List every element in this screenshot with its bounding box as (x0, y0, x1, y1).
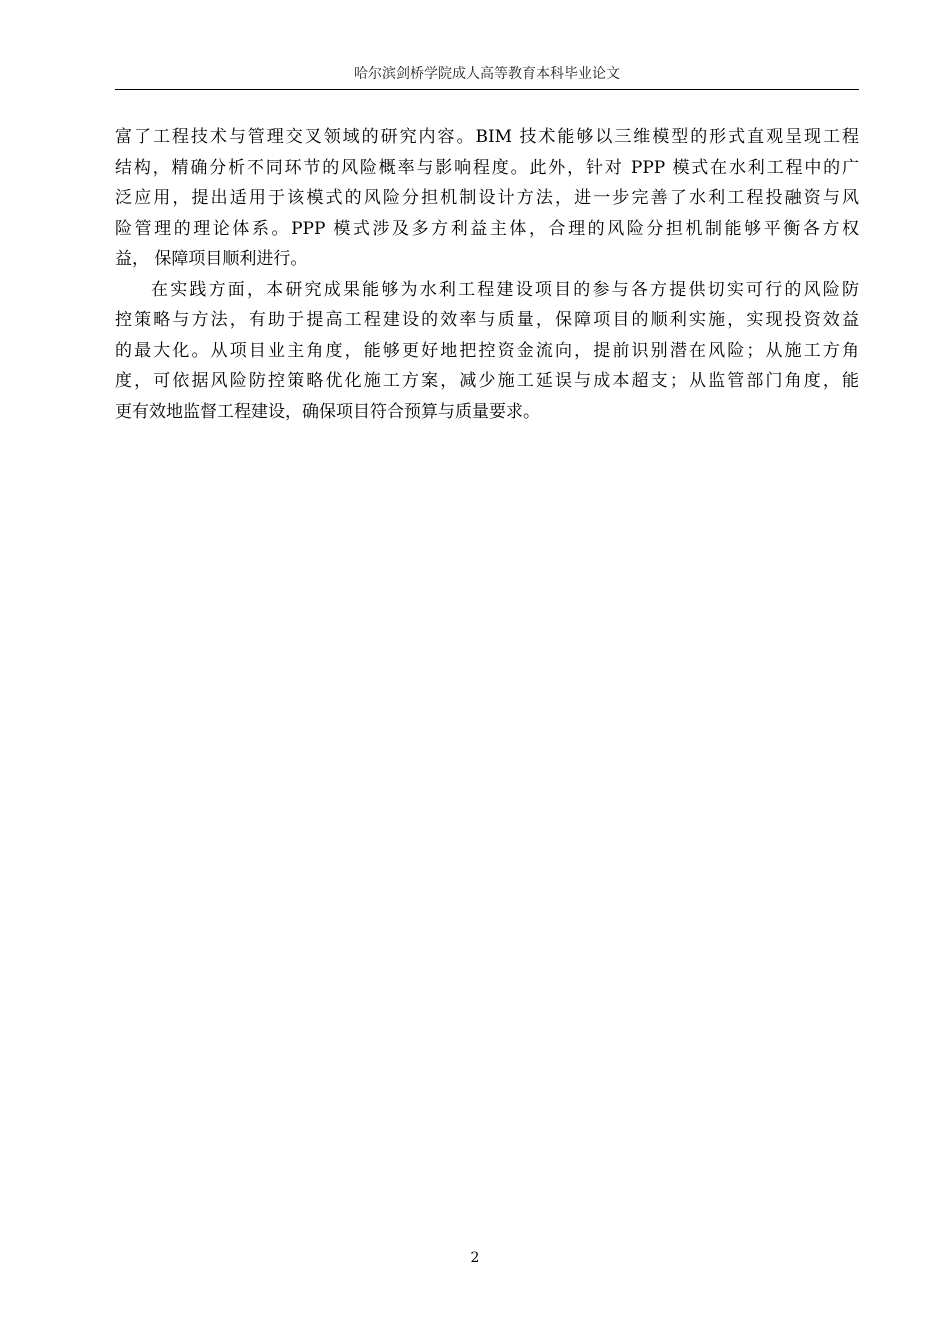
body-text (115, 122, 859, 427)
paragraph-line: 险管理的理论体系。PPP 模式涉及多方利益主体，合理的风险分担机制能够平衡各方权 (115, 218, 859, 239)
paragraph-line: 在实践方面，本研究成果能够为水利工程建设项目的参与各方提供切实可行的风险防 (151, 279, 859, 300)
paragraph-line: 富了工程技术与管理交叉领域的研究内容。BIM 技术能够以三维模型的形式直观呈现工程 (115, 127, 859, 147)
paragraph-2 (115, 275, 859, 428)
header-divider (115, 89, 859, 90)
page-header-title: 哈尔滨剑桥学院成人高等教育本科毕业论文 (354, 66, 620, 82)
paragraph-line: 控策略与方法，有助于提高工程建设的效率与质量，保障项目的顺利实施，实现投资效益 (115, 310, 859, 330)
page-number: 2 (470, 1250, 480, 1266)
paragraph-line: 结构，精确分析不同环节的风险概率与影响程度。此外，针对 PPP 模式在水利工程中的广 (115, 157, 859, 178)
paragraph-line: 度，可依据风险防控策略优化施工方案，减少施工延误与成本超支；从监管部门角度，能 (115, 371, 859, 391)
paragraph-1 (115, 122, 859, 275)
paragraph-line: 更有效地监督工程建设，确保项目符合预算与质量要求。 (115, 401, 540, 422)
paragraph-line: 泛应用，提出适用于该模式的风险分担机制设计方法，进一步完善了水利工程投融资与风 (115, 188, 859, 208)
paragraph-line: 益， 保障项目顺利进行。 (115, 249, 308, 269)
paragraph-line: 的最大化。从项目业主角度，能够更好地把控资金流向，提前识别潜在风险；从施工方角 (115, 340, 859, 361)
